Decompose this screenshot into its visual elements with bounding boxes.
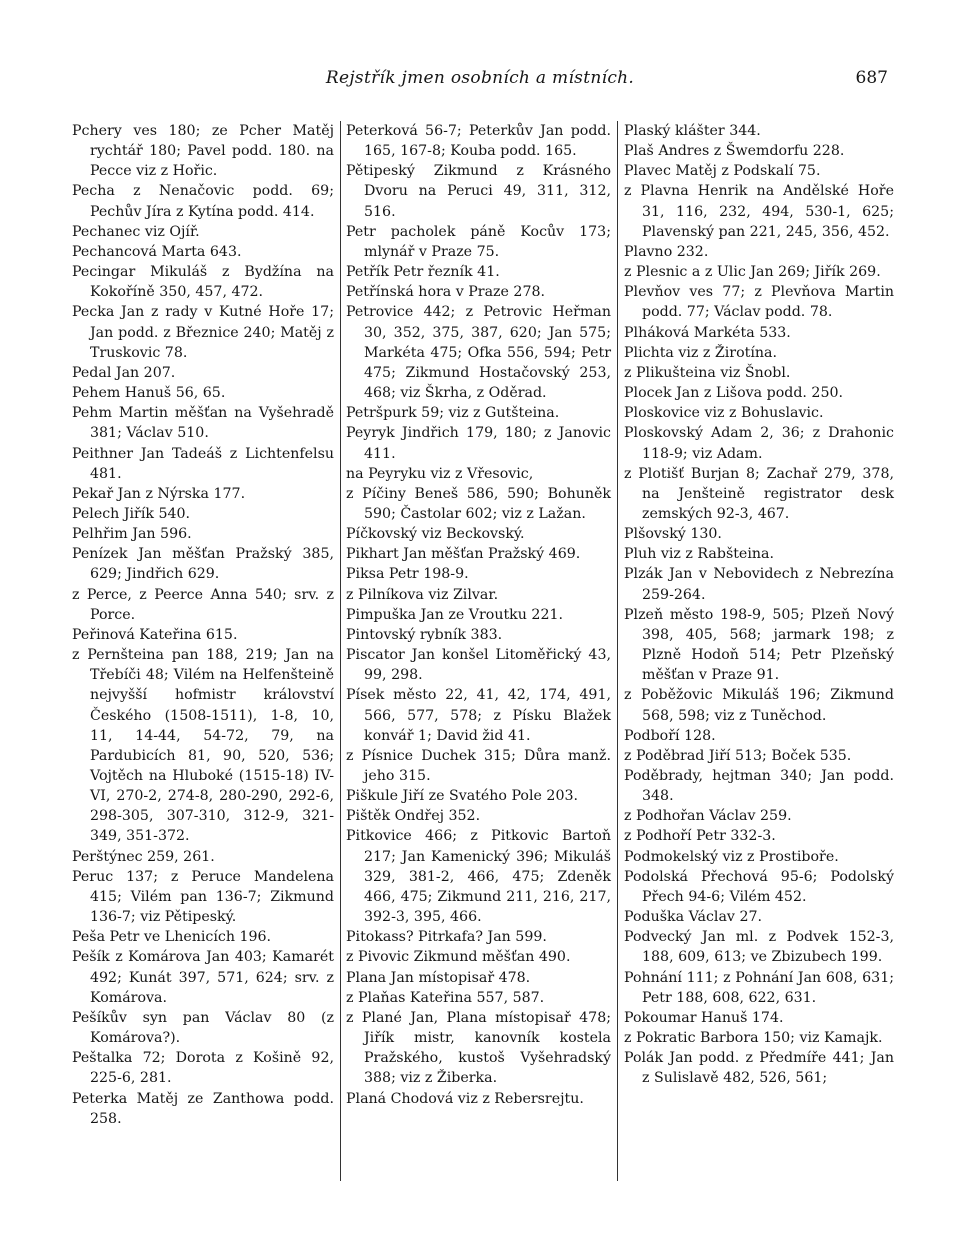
index-entry: Plavno 232. xyxy=(624,243,709,260)
index-entry: Ploskovice viz z Bohuslavic. xyxy=(624,405,824,422)
index-entry: z Pilníkova viz Zilvar. xyxy=(346,586,499,603)
index-entry: Pešík z Komárova Jan 403; Kamarét 492; Kunát 397, 571, 624; srv. z Komárova. xyxy=(72,949,334,1006)
index-entry: Peyryk Jindřich 179, 180; z Janovic 411. xyxy=(346,425,611,462)
index-entry: Penízek Jan měšťan Pražský 385, 629; Jindřich 629. xyxy=(72,546,334,583)
index-entry: Pitkovice 466; z Pitkovic Bartoň 217; Jan Kamenický 396; Mikuláš 329, 381-2, 466, 475; Zdeněk 466, 475; Zikmund 211, 216, 217, 392-3, 395, 466. xyxy=(346,828,611,926)
index-column-1 xyxy=(72,121,334,1129)
index-entry: Poděbrady, hejtman 340; Jan podd. 348. xyxy=(624,768,894,805)
column-divider xyxy=(617,121,618,1181)
index-entry: Pecka Jan z rady v Kutné Hoře 17; Jan podd. z Březnice 240; Matěj z Truskovic 78. xyxy=(72,304,334,361)
index-entry: z Plikušteina viz Šnobl. xyxy=(624,364,791,381)
index-entry: Poduška Václav 27. xyxy=(624,909,763,926)
index-entry: z Pernšteina pan 188, 219; Jan na Třebíči 48; Vilém na Helfenšteině nejvyšší hofmistr království Českého (1508-1511), 1-8, 10, 11, 14-44, 54-72, 79, na Pardubicích 81, 90, 520, 536; Vojtěch na Hluboké (1515-18) IV-VI, 270-2, 274-8, 280-290, 292-6, 298-305, 307-310, 312-9, 321-349, 351-372. xyxy=(72,647,334,845)
index-entry: Peruc 137; z Peruce Mandelena 415; Vilém pan 136-7; Zikmund 136-7; viz Pětipeský. xyxy=(72,868,334,926)
index-entry: Pešíkův syn pan Václav 80 (z Komárova?). xyxy=(72,1009,334,1047)
index-entry: Peterková 56-7; Peterkův Jan podd. 165, 167-8; Kouba podd. 165. xyxy=(346,123,611,160)
index-entry: Peterka Matěj ze Zanthowa podd. 258. xyxy=(72,1090,334,1127)
index-entry: z Podhořan Václav 259. xyxy=(624,808,792,825)
index-entry: Piksa Petr 198-9. xyxy=(346,566,469,583)
index-entry: z Podhoří Petr 332-3. xyxy=(624,828,776,845)
index-entry: Petřík Petr řezník 41. xyxy=(346,264,500,281)
page-number: 687 xyxy=(855,68,888,88)
index-entry: Peštalka 72; Dorota z Košině 92, 225-6, 281. xyxy=(72,1050,334,1087)
index-entry: Plavec Matěj z Podskalí 75. xyxy=(624,163,821,180)
running-title: Rejstřík jmen osobních a místních. xyxy=(325,68,635,88)
index-entry: Pluh viz z Rabšteina. xyxy=(624,546,774,563)
index-entry: Podboří 128. xyxy=(624,727,716,744)
index-column-2 xyxy=(346,121,611,1109)
index-column-3 xyxy=(624,121,894,1089)
index-entry: Plichta viz z Žirotína. xyxy=(624,344,777,361)
index-entry: z Plavna Henrik na Andělské Hoře 31, 116, 232, 494, 530-1, 625; Plavenský pan 221, 245, 356, 452. xyxy=(624,183,894,240)
index-entry: Petr pacholek páně Kocův 173; mlynář v Praze 75. xyxy=(346,223,611,260)
index-entry: Plocek Jan z Lišova podd. 250. xyxy=(624,385,844,402)
index-entry: z Písnice Duchek 315; Důra manž. jeho 315. xyxy=(346,747,611,784)
index-entry: Petřínská hora v Praze 278. xyxy=(346,284,546,301)
index-entry: z Plaňas Kateřina 557, 587. xyxy=(346,989,545,1006)
index-entry: Pelhřim Jan 596. xyxy=(72,526,192,543)
index-entry: Plzeň město 198-9, 505; Plzeň Nový 398, 405, 568; jarmark 198; z Plzně Hodoň 514; Petr Plzeňský měšťan v Praze 91. xyxy=(624,606,894,684)
column-divider xyxy=(340,121,341,1181)
index-entry: Pimpuška Jan ze Vroutku 221. xyxy=(346,606,564,623)
index-entry: Petršpurk 59; viz z Gutšteina. xyxy=(346,405,560,422)
index-entry: Piškule Jiří ze Svatého Pole 203. xyxy=(346,788,579,805)
index-entry: Píčkovský viz Beckovský. xyxy=(346,526,525,543)
index-entry: z Píčiny Beneš 586, 590; Bohuněk 590; Častolar 602; viz z Lažan. xyxy=(346,485,611,522)
index-entry: Piscator Jan konšel Litoměřický 43, 99, 298. xyxy=(346,647,611,684)
index-entry: Peřinová Kateřina 615. xyxy=(72,626,238,643)
index-entry: Plana Jan místopisař 478. xyxy=(346,969,531,986)
index-entry: Peša Petr ve Lhenicích 196. xyxy=(72,929,272,946)
index-entry: Podmokelský viz z Prostiboře. xyxy=(624,848,839,865)
index-entry: z Perce, z Peerce Anna 540; srv. z Porce. xyxy=(72,586,334,623)
index-entry: Pětipeský Zikmund z Krásného Dvoru na Peruci 49, 311, 312, 516. xyxy=(346,163,611,220)
index-entry: Podvecký Jan ml. z Podvek 152-3, 188, 609, 613; ve Zbizubech 199. xyxy=(624,929,894,966)
index-entry: Pchery ves 180; ze Pcher Matěj rychtář 180; Pavel podd. 180. na Pecce viz z Hořic. xyxy=(72,123,334,180)
index-entry: Planá Chodová viz z Rebersrejtu. xyxy=(346,1090,584,1107)
index-entry: Pokoumar Hanuš 174. xyxy=(624,1009,784,1026)
index-entry: Pištěk Ondřej 352. xyxy=(346,808,481,825)
index-entry: Pitokass? Pitrkafa? Jan 599. xyxy=(346,929,547,946)
index-entry: Petrovice 442; z Petrovic Heřman 30, 352, 375, 387, 620; Jan 575; Markéta 475; Ofka 556, 594; Petr 475; Zikmund Hostačovský 253, 468; viz Škrha, z Oděrad. xyxy=(346,304,611,402)
index-entry: Pelech Jiřík 540. xyxy=(72,505,191,522)
index-entry: Plaský klášter 344. xyxy=(624,123,761,139)
index-entry: Plaš Andres z Šwemdorfu 228. xyxy=(624,143,845,160)
index-entry: na Peyryku viz z Vřesovic, xyxy=(346,465,534,482)
index-entry: Pehm Martin měšťan na Vyšehradě 381; Václav 510. xyxy=(72,405,334,442)
index-entry: Pecha z Nenačovic podd. 69; Pechův Jíra z Kytína podd. 414. xyxy=(72,183,334,220)
index-entry: Pechancová Marta 643. xyxy=(72,243,242,260)
index-entry: Perštýnec 259, 261. xyxy=(72,848,215,865)
index-entry: Pekař Jan z Nýrska 177. xyxy=(72,485,246,502)
index-entry: z Plotišť Burjan 8; Zachař 279, 378, na Jenšteině registrator desk zemských 92-3, 467. xyxy=(624,465,894,522)
index-entry: z Plané Jan, Plana místopisař 478; Jiřík mistr, kanovník kostela Pražského, kustoš Vyšehradský 388; viz z Žiberka. xyxy=(346,1009,611,1087)
index-entry: z Plesnic a z Ulic Jan 269; Jiřík 269. xyxy=(624,264,881,281)
index-entry: z Poběžovic Mikuláš 196; Zikmund 568, 598; viz z Tuněchod. xyxy=(624,687,894,724)
index-entry: Plháková Markéta 533. xyxy=(624,324,791,341)
index-entry: Pedal Jan 207. xyxy=(72,364,176,381)
index-entry: Pecingar Mikuláš z Bydžína na Kokoříně 350, 457, 472. xyxy=(72,264,334,301)
index-entry: z Poděbrad Jiří 513; Boček 535. xyxy=(624,747,852,764)
index-entry: Plzák Jan v Nebovidech z Nebrezína 259-264. xyxy=(624,566,894,603)
index-entry: Pikhart Jan měšťan Pražský 469. xyxy=(346,546,581,563)
index-entry: Plšovský 130. xyxy=(624,526,722,543)
index-entry: Ploskovský Adam 2, 36; z Drahonic 118-9; viz Adam. xyxy=(624,425,894,462)
index-entry: Písek město 22, 41, 42, 174, 491, 566, 577, 578; z Písku Blažek konvář 1; David žid 41. xyxy=(346,687,611,744)
index-entry: Pintovský rybník 383. xyxy=(346,626,503,643)
index-entry: Pehem Hanuš 56, 65. xyxy=(72,385,226,402)
page-header xyxy=(0,68,960,98)
index-entry: z Pivovic Zikmund měšťan 490. xyxy=(346,949,571,966)
index-entry: Peithner Jan Tadeáš z Lichtenfelsu 481. xyxy=(72,445,334,482)
index-entry: Plevňov ves 77; z Plevňova Martin podd. 77; Václav podd. 78. xyxy=(624,284,894,321)
index-entry: Pechanec viz Ojíř. xyxy=(72,223,200,240)
index-entry: Podolská Přechová 95-6; Podolský Přech 94-6; Vilém 452. xyxy=(624,868,894,905)
index-entry: Pohnání 111; z Pohnání Jan 608, 631; Petr 188, 608, 622, 631. xyxy=(624,969,894,1006)
index-entry: z Pokratic Barbora 150; viz Kamajk. xyxy=(624,1030,883,1047)
index-entry: Polák Jan podd. z Předmíře 441; Jan z Sulislavě 482, 526, 561; xyxy=(624,1050,894,1087)
